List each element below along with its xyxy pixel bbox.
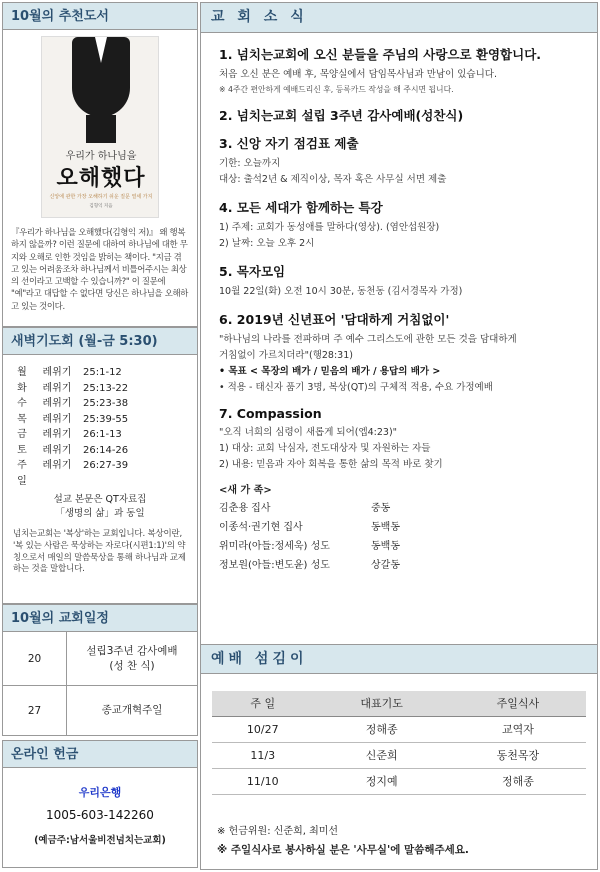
table-row: 11/10 정지예 정해종 <box>212 768 586 794</box>
prayer-section-header: 새벽기도회 (월-금 5:30) <box>2 327 198 355</box>
news-item: 4. 모든 세대가 함께하는 특강 1) 주제: 교회가 동성애를 말하다(영상). (염안섭원장) 2) 날짜: 오늘 오후 2시 <box>219 198 583 252</box>
offering-section <box>2 768 198 868</box>
news-item-title: 7. Compassion <box>219 406 322 421</box>
column-header: 대표기도 <box>314 691 450 716</box>
cover-subtitle: 우리가 하나님을 <box>65 151 137 162</box>
prayer-row: 수 레위기 25:23-38 <box>17 398 129 409</box>
prayer-schedule <box>13 365 187 489</box>
prayer-row: 월 레위기 25:1-12 <box>17 367 122 378</box>
cover-author: 김형익 지음 <box>89 204 113 209</box>
account-holder: (예금주:남서울비전넘치는교회) <box>34 835 166 846</box>
news-item-title: 2. 넘치는교회 설립 3주년 감사예배(성찬식) <box>219 108 464 123</box>
prayer-row: 토 레위기 26:14-26 <box>17 444 129 456</box>
offering-committee-note: ※ 헌금위원: 신준희, 최미선 <box>217 826 339 837</box>
schedule-row <box>2 686 198 736</box>
news-item-title: 3. 신앙 자기 점검표 제출 <box>219 136 359 151</box>
left-column <box>2 2 198 870</box>
schedule-event: 종교개혁주일 <box>101 704 163 716</box>
bank-account: 1005-603-142260 <box>46 808 154 822</box>
news-item-title: 4. 모든 세대가 함께하는 특강 <box>219 200 383 215</box>
offering-section-header: 온라인 헌금 <box>2 740 198 768</box>
prayer-row: 주일 레위기 26:27-39 <box>17 460 129 487</box>
book-description: 『우리가 하나님을 오해했다(김형익 저)』 왜 행복하지 않을까? 이런 질문에 대하여 하나님에 대한 무지와 오해로 인한 것임을 밝히는 책이다. "지금 겪고 있는 어려움조차 하나님께서 비틀어주시는 최상의 선이라고 고백할 수 있습니까?" 이 질문에 "예"라고 대답할 수 없다면 당신은 하나님을 오해하고 있는 것이다. <box>11 227 189 311</box>
news-item: 1. 넘치는교회에 오신 분들을 주님의 사랑으로 환영합니다. 처음 오신 분은 예배 후, 목양실에서 담임목사님과 만남이 있습니다. ※ 4주간 편안하게 예배드리신 후, 등록카드 작성을 해 주시면 됩니다. <box>219 45 583 96</box>
column-header: 주 일 <box>212 691 314 716</box>
book-section-header: 10월의 추천도서 <box>2 2 198 30</box>
prayer-section <box>2 355 198 604</box>
service-notes <box>217 823 469 859</box>
prayer-row: 금 레위기 26:1-13 <box>17 429 122 440</box>
schedule-row <box>2 632 198 686</box>
new-family-row: 김춘용 집사 중동 <box>219 503 391 514</box>
schedule-date: 20 <box>3 632 67 685</box>
book-cover-image <box>41 36 159 218</box>
news-item: 5. 목자모임 10월 22일(화) 오전 10시 30분, 동천동 (김서경목자 가정) <box>219 262 583 300</box>
column-header: 주일식사 <box>450 691 586 716</box>
news-item: 7. Compassion "오직 너희의 심령이 새롭게 되어(엡4:23)" 1) 대상: 교회 낙심자, 전도대상자 및 자원하는 자들 2) 내용: 믿음과 자아 회복을 통한 삶의 목적 바로 찾기 <box>219 406 583 473</box>
right-column <box>200 2 598 870</box>
new-family-row: 정보원(아들:변도윤) 성도 상갈동 <box>219 560 400 571</box>
new-family-row: 위미라(아들:정세욱) 성도 동백동 <box>219 541 400 552</box>
news-item-title: 5. 목자모임 <box>219 264 286 279</box>
new-family-row: 이종석·권기현 집사 동백동 <box>219 522 400 533</box>
meal-volunteer-note: ※ 주일식사로 봉사하실 분은 '사무실'에 말씀해주세요. <box>217 844 469 856</box>
table-row: 10/27 정해종 교역자 <box>212 716 586 742</box>
book-section <box>2 30 198 327</box>
news-section <box>201 33 597 575</box>
new-family-list <box>219 483 583 575</box>
schedule-event: 설립3주년 감사예배 (성 찬 식) <box>86 644 178 672</box>
service-table-header <box>212 691 586 716</box>
cover-tagline: 신앙에 관한 가장 오해하기 쉬운 질문 열세 가지 <box>49 194 153 200</box>
service-section-header: 예배 섬김이 <box>201 644 597 674</box>
news-item-title: 6. 2019년 신년표어 '담대하게 거침없이' <box>219 312 450 327</box>
table-row: 11/3 신준희 동천목장 <box>212 742 586 768</box>
news-item-title: 1. 넘치는교회에 오신 분들을 주님의 사랑으로 환영합니다. <box>219 47 542 62</box>
service-table <box>212 691 586 795</box>
news-item: 3. 신앙 자기 점검표 제출 기한: 오늘까지 대상: 출석2년 & 제직이상, 목자 혹은 사무실 서면 제출 <box>219 134 583 188</box>
prayer-row: 화 레위기 25:13-22 <box>17 382 129 394</box>
news-item: 6. 2019년 신년표어 '담대하게 거침없이' "하나님의 나라를 전파하며 주 예수 그리스도에 관한 모든 것을 담대하게 거침없이 가르치더라"(행28:31) • 목표 < 목장의 배가 / 믿음의 배가 / 용답의 배가 > • 적용 - 태신자 품기 3명, 복상(QT)의 구체적 적용, 수요 가정예배 <box>219 310 583 396</box>
schedule-date: 27 <box>3 686 67 735</box>
schedule-section-header: 10월의 교회일정 <box>2 604 198 632</box>
prayer-note: 설교 본문은 QT자료집 「생명의 삶」과 동일 <box>53 494 147 519</box>
prayer-footer: 넘치는교회는 '복상'하는 교회입니다. 복상이란, '복 있는 사람은 묵상하는 자로다(시편1:1)'의 약칭으로서 매일의 말씀묵상을 통해 하나님과 교제하는 것을 말합니다. <box>13 529 186 575</box>
bank-name: 우리은행 <box>78 786 122 799</box>
new-family-header: <새 가 족> <box>219 485 272 496</box>
news-section-header: 교 회 소 식 <box>201 3 597 33</box>
news-item <box>219 106 583 124</box>
prayer-row: 목 레위기 25:39-55 <box>17 413 129 425</box>
cover-title: 오해했다 <box>56 165 146 191</box>
